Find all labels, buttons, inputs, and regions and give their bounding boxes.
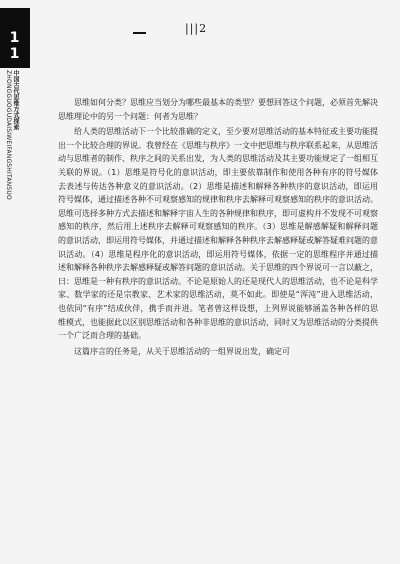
paragraph-1: 思维如何分类？思维应当划分为哪些最基本的类型？要想回答这个问题，必须首先解决思维理论中的另一个问题：何者为思维？ <box>58 98 378 121</box>
page-number: |||2 <box>185 22 208 35</box>
chapter-tab <box>0 8 30 68</box>
paragraph-2: 给人类的思维活动下一个比较准确的定义，至少要对思维活动的基本特征或主要功能提出一个比较合理的界说。我曾经在《思维与秩序》一文中把思维与秩序联系起来，从思维活动与思维者的制作、秩序之间的关系出发，为人类的思维活动及其主要功能规定了一组相互关联的界说。（1）思维是符号化的意识活动，即主要依靠制作和使用各种有序的符号媒体去表述与传达各种意义的意识活动。（2）思维是描述和解释各种秩序的意识活动，即运用符号媒体，通过描述各种不可观察感知的规律和秩序去解释可观察感知的秩序的意识活动。思维可选择多种方式去描述和解释宇宙人生的各种规律和秩序，即可虚构并不发现不可观察感知的秩序，然后用上述秩序去解释可观察感知的秩序。（3）思维是解感解疑和解释问题的意识活动，即运用符号媒体，并通过描述和解释各种秩序去解感释疑或解答疑难问题的意识活动。（4）思维是程序化的意识活动，即运用符号媒体，依据一定的思维程序并通过描述和解释各种秩序去解感释疑或解答问题的意识活动。关于思维的四个界说可一言以蔽之，曰：思维是一种有秩序的意识活动。不论是原始人的还是现代人的思维活动，也不论是科学家、数学家的还是宗教家、艺术家的思维活动，莫不如此。即使是“浑沌”进入思维活动，也依同“有序”结成伙伴，携手而并进。笔者曾这样设想，上列界说能够涵盖各种各样的思维模式，也能据此以区别思维活动和各种非思维的意识活动，同时又为思维活动的分类提供一个广泛而合理的基础。 <box>58 127 378 341</box>
header-dash <box>133 32 146 34</box>
paragraph-3: 这篇序言的任务是，从关于思维活动的一组界说出发，确定可 <box>74 346 290 356</box>
spine-pinyin: ZHONGGUOGUDAISIWEIFANGSHITANSUO <box>5 70 12 200</box>
chapter-number: 1 1 <box>9 30 21 62</box>
body-text <box>58 96 378 358</box>
spine-title: 中国古代思维方式探索 <box>12 70 19 130</box>
